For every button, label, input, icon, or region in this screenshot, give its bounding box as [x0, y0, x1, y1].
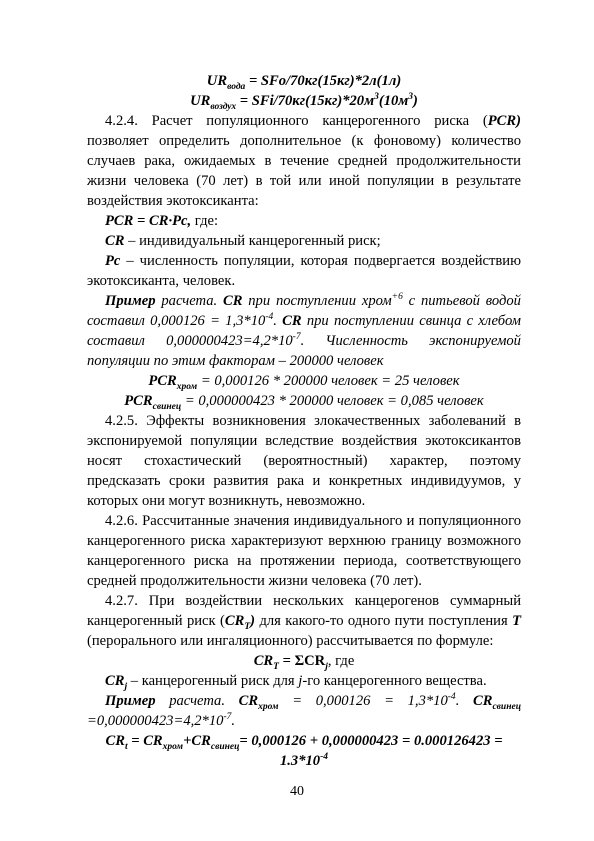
term: CR — [222, 293, 243, 309]
formula-text: ) — [413, 93, 418, 109]
formula-tail: где: — [191, 213, 219, 229]
subscript: хром — [258, 701, 279, 712]
example-label: Пример — [105, 293, 156, 309]
formula-text: PCR = CR·Pc, — [105, 213, 192, 229]
subscript: свинец — [210, 741, 240, 752]
definition-text: – численность популяции, которая подвергается воздействию экотоксиканта, человек. — [87, 253, 521, 289]
definition-cr — [87, 231, 521, 251]
formula-pcr — [87, 211, 521, 231]
term: PCR — [148, 373, 177, 389]
term: T — [512, 613, 521, 629]
formula-text: CR — [105, 733, 125, 749]
term: CR — [105, 673, 125, 689]
term: CR — [105, 233, 125, 249]
formula-crt — [87, 651, 521, 671]
formula-subscript: вода — [227, 81, 246, 92]
example-text: . — [231, 713, 236, 729]
calc-text: = 0,000126 * 200000 человек = 25 человек — [197, 373, 460, 389]
paragraph-text: 4.2.4. Расчет популяционного канцерогенного риска ( — [105, 113, 488, 129]
definition-text: j — [298, 673, 303, 689]
definition-text: – канцерогенный риск для — [127, 673, 299, 689]
formula-text: = SFi/70кг(15кг)*20м — [236, 93, 375, 109]
subscript: хром — [176, 381, 198, 392]
formula-text: = 0,000126 + 0,000000423 = 0.000126423 = — [239, 733, 503, 749]
example-1 — [87, 291, 521, 371]
superscript: -4 — [265, 312, 274, 323]
example-text: . Численность экспонируемой популяции по этим факторам – 200000 человек — [87, 333, 521, 369]
paragraph-4-2-7 — [87, 591, 521, 651]
formula-text: 1.3*10 — [279, 753, 321, 769]
term: PCR — [124, 393, 153, 409]
formula-ur-water — [87, 71, 521, 91]
formula-text: CR — [253, 653, 274, 669]
definition-crj — [87, 671, 521, 691]
subscript: свинец — [492, 701, 521, 712]
term: Pc — [105, 253, 121, 269]
term: CR — [282, 313, 302, 329]
calc-pcr-chrome — [87, 371, 521, 391]
paragraph-4-2-5: 4.2.5. Эффекты возникновения злокачественных заболеваний в экспонируемой популяции вследствие воздействия экотоксикантов носят стохастический (вероятностный) характер, поэтому предсказать сроки развития рака и конкретных индивидуумов, у которых они могут возникнуть, невозможно. — [87, 413, 521, 509]
example-2 — [87, 691, 521, 731]
paragraph-4-2-4 — [87, 111, 521, 211]
example-text: . — [455, 693, 473, 709]
term: CR — [224, 613, 245, 629]
definition-pc — [87, 251, 521, 291]
formula-text: = CR — [127, 733, 163, 749]
formula-text: UR — [190, 93, 211, 109]
page-number: 40 — [290, 784, 304, 799]
subscript: j — [325, 661, 328, 672]
formula-tail: , где — [327, 653, 355, 669]
formula-subscript: воздух — [210, 101, 237, 112]
formula-text: = ΣCR — [278, 653, 326, 669]
formula-ur-air — [87, 91, 521, 111]
formula-superscript: 3 — [408, 92, 414, 103]
term: CR — [238, 693, 259, 709]
abbr-pcr: PCR) — [487, 113, 521, 129]
term: CR — [473, 693, 493, 709]
paragraph-text: ) — [250, 613, 256, 629]
paragraph-text: для какого-то одного пути поступления — [255, 613, 513, 629]
example-text: . — [273, 313, 283, 329]
formula-text: UR — [206, 73, 228, 89]
calc-text: = 0,000000423 * 200000 человек = 0,085 человек — [181, 393, 484, 409]
paragraph-text: 4.2.7. При воздействии нескольких канцерогенов суммарный канцерогенный риск ( — [87, 593, 521, 629]
formula-crt-total — [87, 731, 521, 771]
subscript: t — [124, 741, 128, 752]
formula-text: = SFo/70кг(15кг)*2л(1л) — [245, 73, 402, 89]
example-text: = 0,000126 = 1,3*10 — [278, 693, 448, 709]
example-label: Пример — [105, 693, 156, 709]
example-text: при поступлении хром — [242, 293, 392, 309]
example-text: с питьевой водой составил 0,000126 = 1,3*10 — [87, 293, 521, 329]
example-text: при поступлении свинца с хлебом составил 0,000000423=4,2*10 — [87, 313, 522, 349]
definition-text: -го канцерогенного вещества. — [302, 673, 487, 689]
superscript: -4 — [320, 752, 329, 763]
subscript: хром — [162, 741, 184, 752]
formula-text: +CR — [183, 733, 211, 749]
subscript: j — [124, 681, 128, 692]
superscript: -7 — [223, 712, 232, 723]
document-body — [87, 70, 521, 771]
formula-superscript: 3 — [374, 92, 379, 103]
superscript: -4 — [447, 692, 456, 703]
subscript: T — [273, 661, 279, 672]
example-text: расчета. — [155, 693, 239, 709]
paragraph-4-2-6: 4.2.6. Рассчитанные значения индивидуального и популяционного канцерогенного риска характеризуют верхнюю границу возможного канцерогенного риска на протяжении периода, соответствующего средней продолжительности жизни человека (70 лет). — [87, 513, 521, 589]
example-text: расчета. — [155, 293, 223, 309]
paragraph-text: позволяет определить дополнительное (к фоновому) количество случаев рака, ожидаемых в течение средней продолжительности жизни человека (70 лет) в той или иной популяции в результате воздействия экотоксиканта: — [87, 133, 521, 209]
subscript: свинец — [152, 401, 182, 412]
calc-pcr-lead — [87, 391, 521, 411]
formula-text: (10м — [378, 93, 409, 109]
superscript: -7 — [292, 332, 301, 343]
example-text: =0,000000423=4,2*10 — [87, 713, 224, 729]
definition-text: – индивидуальный канцерогенный риск; — [124, 233, 381, 249]
superscript: +6 — [391, 292, 403, 303]
paragraph-text: (перорального или ингаляционного) рассчитывается по формуле: — [87, 633, 494, 649]
subscript: T — [244, 621, 251, 632]
